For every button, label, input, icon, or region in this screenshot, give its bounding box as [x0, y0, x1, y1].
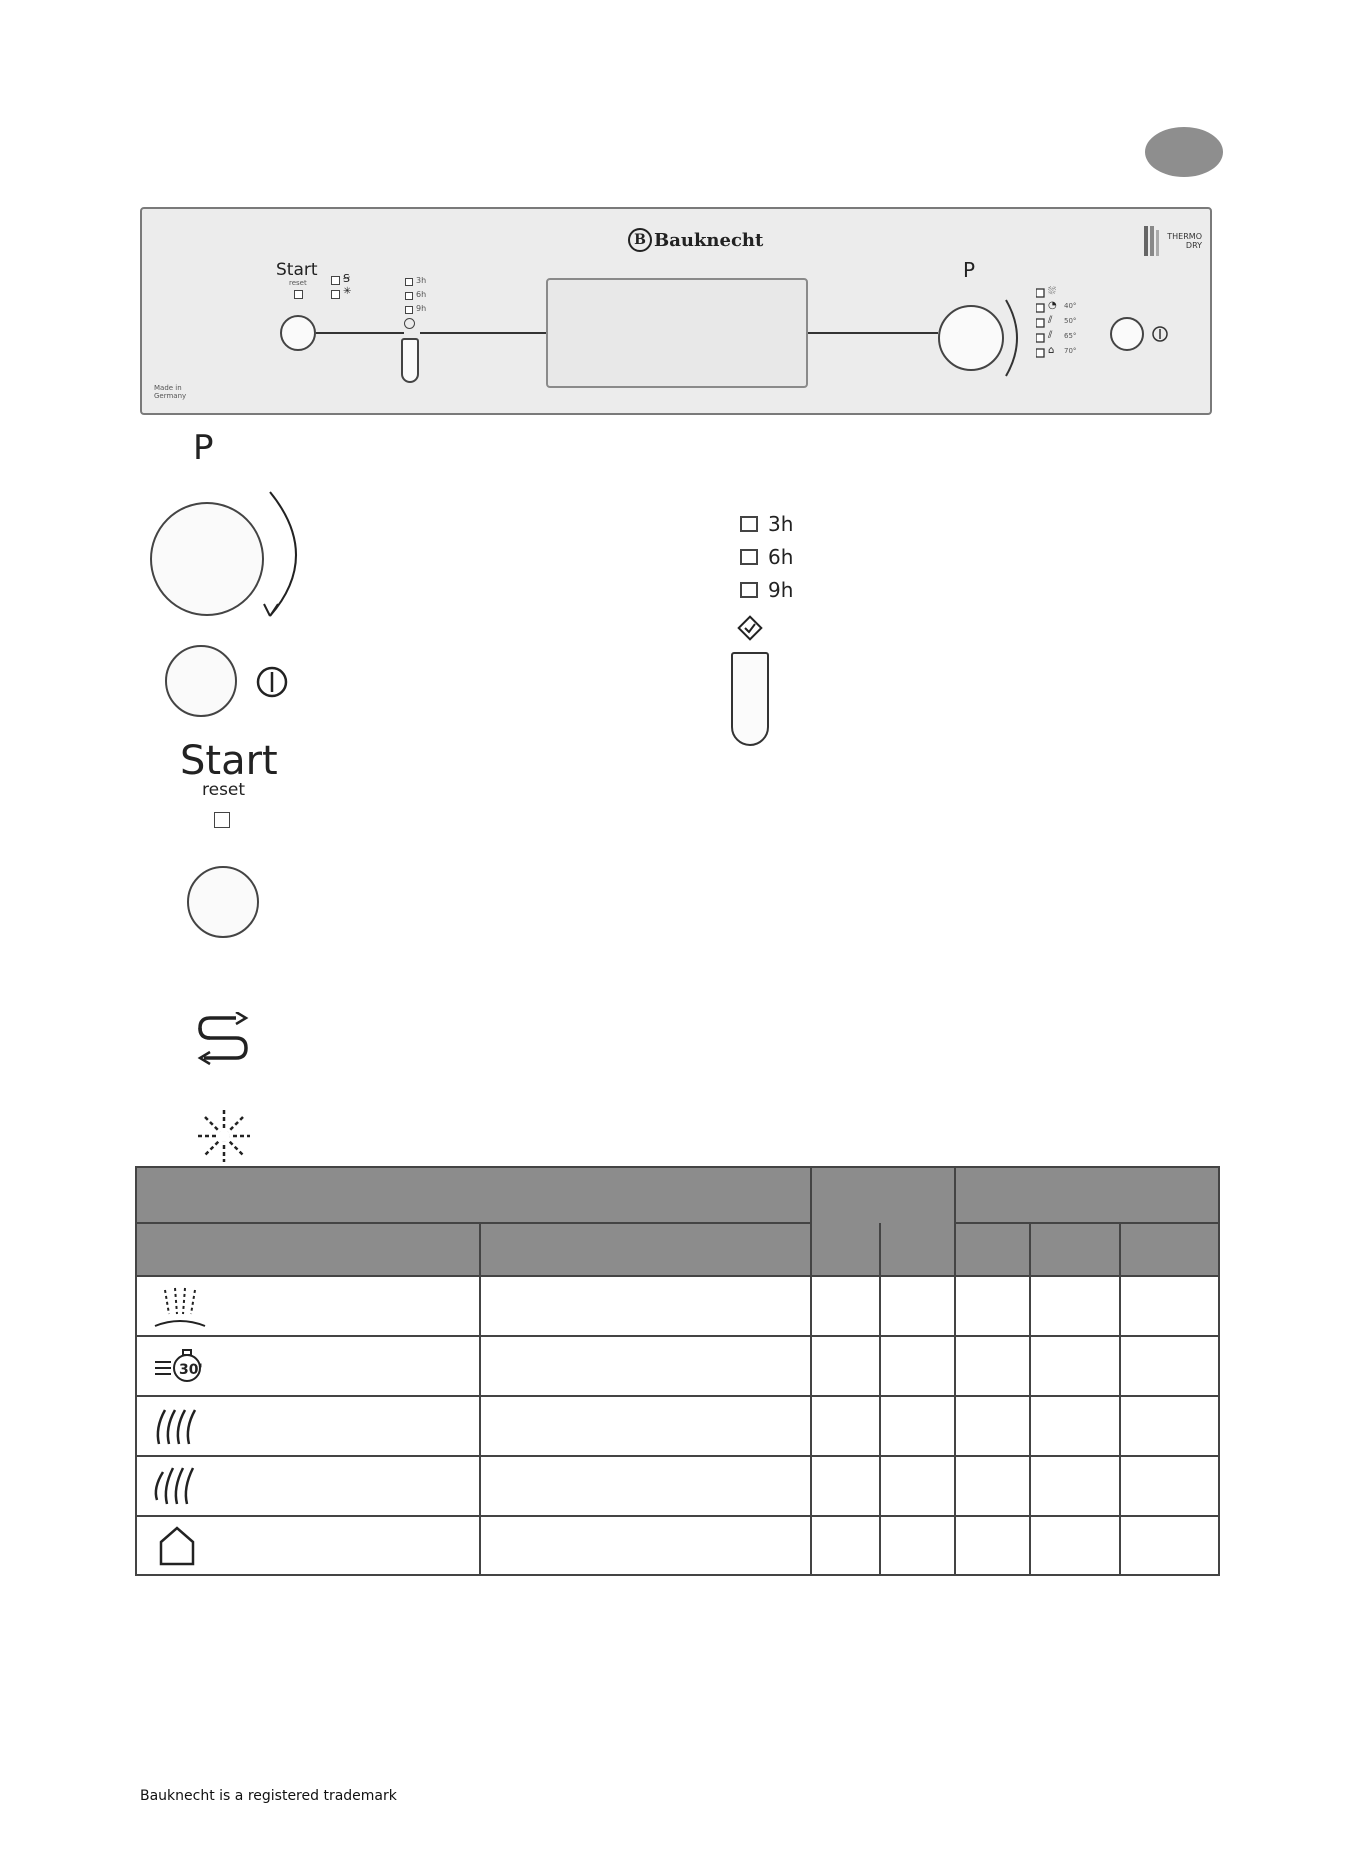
panel-start-label: Start: [276, 260, 318, 280]
program-knob[interactable]: [150, 502, 264, 616]
salt-refill-icon: [196, 1012, 256, 1068]
delay-led-9h: [740, 582, 758, 598]
quick-30-text: 30': [179, 1362, 203, 1378]
panel-line-mid-right: [808, 332, 938, 334]
panel-temp-4: 70°: [1064, 347, 1077, 355]
start-label: Start: [180, 738, 278, 784]
panel-rinse-icon: ⛆: [1048, 286, 1056, 297]
normal-wash-icon: [158, 1410, 195, 1444]
panel-intensive-icon: ⌂: [1048, 345, 1055, 356]
delay-led-6h: [740, 549, 758, 565]
delay-start-icon: [736, 614, 764, 642]
power-button[interactable]: [165, 645, 237, 717]
panel-start-led: [294, 290, 303, 299]
panel-program-arrow-icon: [1000, 296, 1030, 380]
rinse-icon: [155, 1288, 205, 1326]
panel-program-label: P: [963, 258, 976, 282]
brand-name: Bauknecht: [654, 229, 764, 251]
rinse-aid-icon: [196, 1108, 252, 1164]
panel-delay-led-3h: [405, 278, 413, 286]
panel-delay-led-6h: [405, 292, 413, 300]
panel-delay-label-9h: 9h: [416, 304, 427, 313]
language-indicator: [1145, 127, 1223, 177]
delay-led-3h: [740, 516, 758, 532]
brand-logo-mark: B: [628, 228, 652, 252]
thermo-label: THERMO: [1167, 232, 1202, 241]
panel-quick-icon: ◔: [1048, 300, 1057, 311]
panel-line-left: [316, 332, 404, 334]
panel-delay-led-9h: [405, 306, 413, 314]
panel-power-icon: [1150, 324, 1170, 344]
panel-temp-1: 40°: [1064, 302, 1077, 310]
panel-delay-symbol-icon: [404, 318, 415, 329]
panel-power-button[interactable]: [1110, 317, 1144, 351]
panel-delay-button[interactable]: [401, 338, 419, 383]
reset-label: reset: [202, 780, 246, 800]
start-reset-button[interactable]: [187, 866, 259, 938]
delay-label-9h: 9h: [768, 578, 794, 602]
delay-label-3h: 3h: [768, 512, 794, 536]
made-in-germany: Made in Germany: [154, 384, 187, 400]
start-led: [214, 812, 230, 828]
panel-line-mid-left: [420, 332, 546, 334]
dry-label: DRY: [1185, 241, 1202, 250]
panel-reset-label: reset: [289, 279, 307, 287]
eco-wash-icon: [156, 1468, 193, 1504]
panel-delay-label-3h: 3h: [416, 276, 427, 285]
panel-normal-icon: ⫽: [1048, 315, 1053, 326]
panel-program-knob[interactable]: [938, 305, 1004, 371]
trademark-note: Bauknecht is a registered trademark: [140, 1788, 397, 1804]
program-table: [135, 1166, 1220, 1576]
panel-display-area: [546, 278, 808, 388]
table-header-bg: [135, 1166, 1220, 1276]
delay-label-6h: 6h: [768, 545, 794, 569]
panel-temp-2: 50°: [1064, 317, 1077, 325]
brand-logo: [628, 225, 763, 255]
delay-button[interactable]: [731, 652, 769, 746]
power-icon: [254, 664, 290, 700]
panel-delay-label-6h: 6h: [416, 290, 427, 299]
rinse-aid-icon: ✳: [343, 286, 352, 297]
program-label: P: [193, 428, 214, 468]
intensive-pot-icon: [161, 1528, 193, 1564]
salt-led: [331, 276, 340, 285]
panel-temp-3: 65°: [1064, 332, 1077, 340]
panel-start-button[interactable]: [280, 315, 316, 351]
salt-icon: Ꞩ: [343, 272, 350, 285]
program-rotate-arrow-icon: [262, 488, 312, 624]
thermo-dry-badge: [1140, 224, 1202, 258]
rinse-aid-led: [331, 290, 340, 299]
panel-eco-icon: ⫽: [1048, 330, 1053, 341]
